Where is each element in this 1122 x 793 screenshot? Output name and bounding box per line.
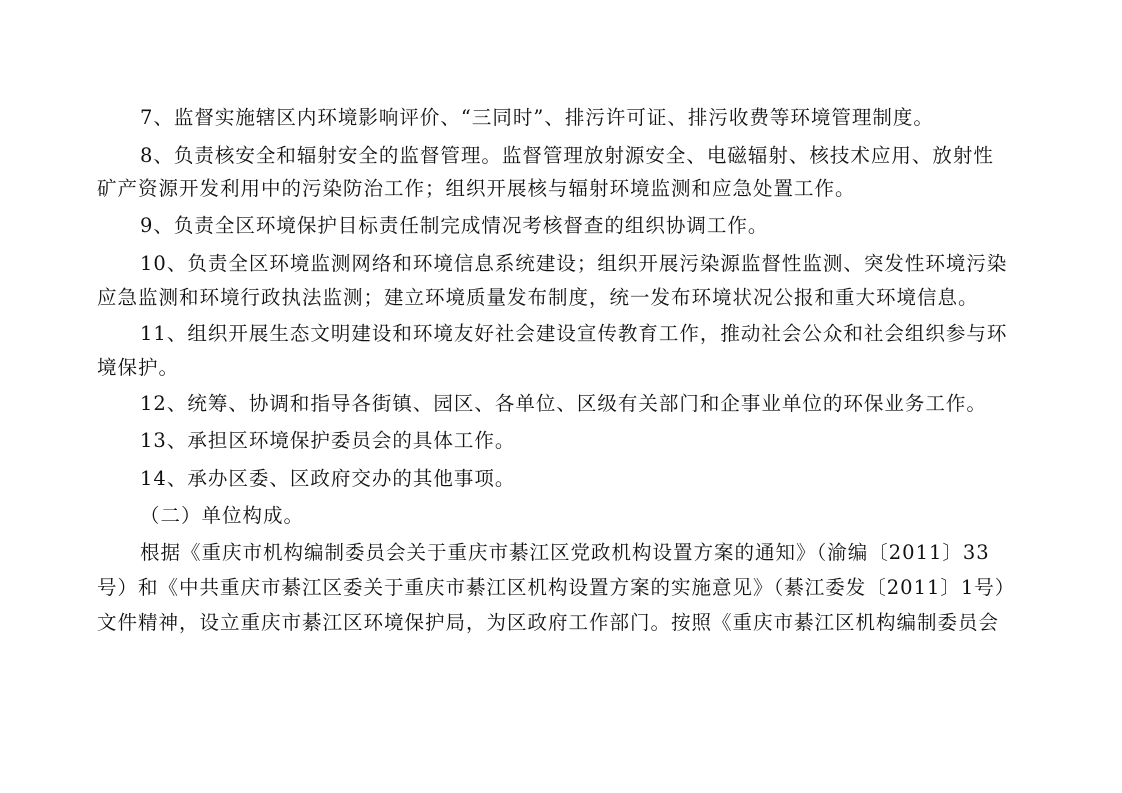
duty-item-7: 7、监督实施辖区内环境影响评价、“三同时”、排污许可证、排污收费等环境管理制度。 [140,106,934,129]
paragraph-basis-line-1: 根据《重庆市机构编制委员会关于重庆市綦江区党政机构设置方案的通知》（渝编〔2011〕33 [140,541,990,564]
duty-item-13: 13、承担区环境保护委员会的具体工作。 [140,429,516,452]
duty-item-11-line-1: 11、组织开展生态文明建设和环境友好社会建设宣传教育工作，推动社会公众和社会组织参与环 [140,322,1008,345]
duty-item-12: 12、统筹、协调和指导各街镇、园区、各单位、区级有关部门和企事业单位的环保业务工作。 [140,392,987,415]
duty-item-14: 14、承办区委、区政府交办的其他事项。 [140,467,516,490]
duty-item-8-line-2: 矿产资源开发利用中的污染防治工作；组织开展核与辐射环境监测和应急处置工作。 [97,177,856,200]
duty-item-11-line-2: 境保护。 [97,356,180,379]
duty-item-8-line-1: 8、负责核安全和辐射安全的监督管理。监督管理放射源安全、电磁辐射、核技术应用、放射性 [140,144,994,167]
section-heading-unit-composition: （二）单位构成。 [140,504,305,527]
duty-item-9: 9、负责全区环境保护目标责任制完成情况考核督查的组织协调工作。 [140,214,769,237]
duty-item-10-line-2: 应急监测和环境行政执法监测；建立环境质量发布制度，统一发布环境状况公报和重大环境信息。 [97,286,979,309]
duty-item-10-line-1: 10、负责全区环境监测网络和环境信息系统建设；组织开展污染源监督性监测、突发性环境污染 [140,252,1008,275]
paragraph-basis-line-2: 号）和《中共重庆市綦江区委关于重庆市綦江区机构设置方案的实施意见》（綦江委发〔2011〕1号） [97,576,1016,599]
paragraph-basis-line-3: 文件精神，设立重庆市綦江区环境保护局，为区政府工作部门。按照《重庆市綦江区机构编制委员会 [97,611,1000,634]
